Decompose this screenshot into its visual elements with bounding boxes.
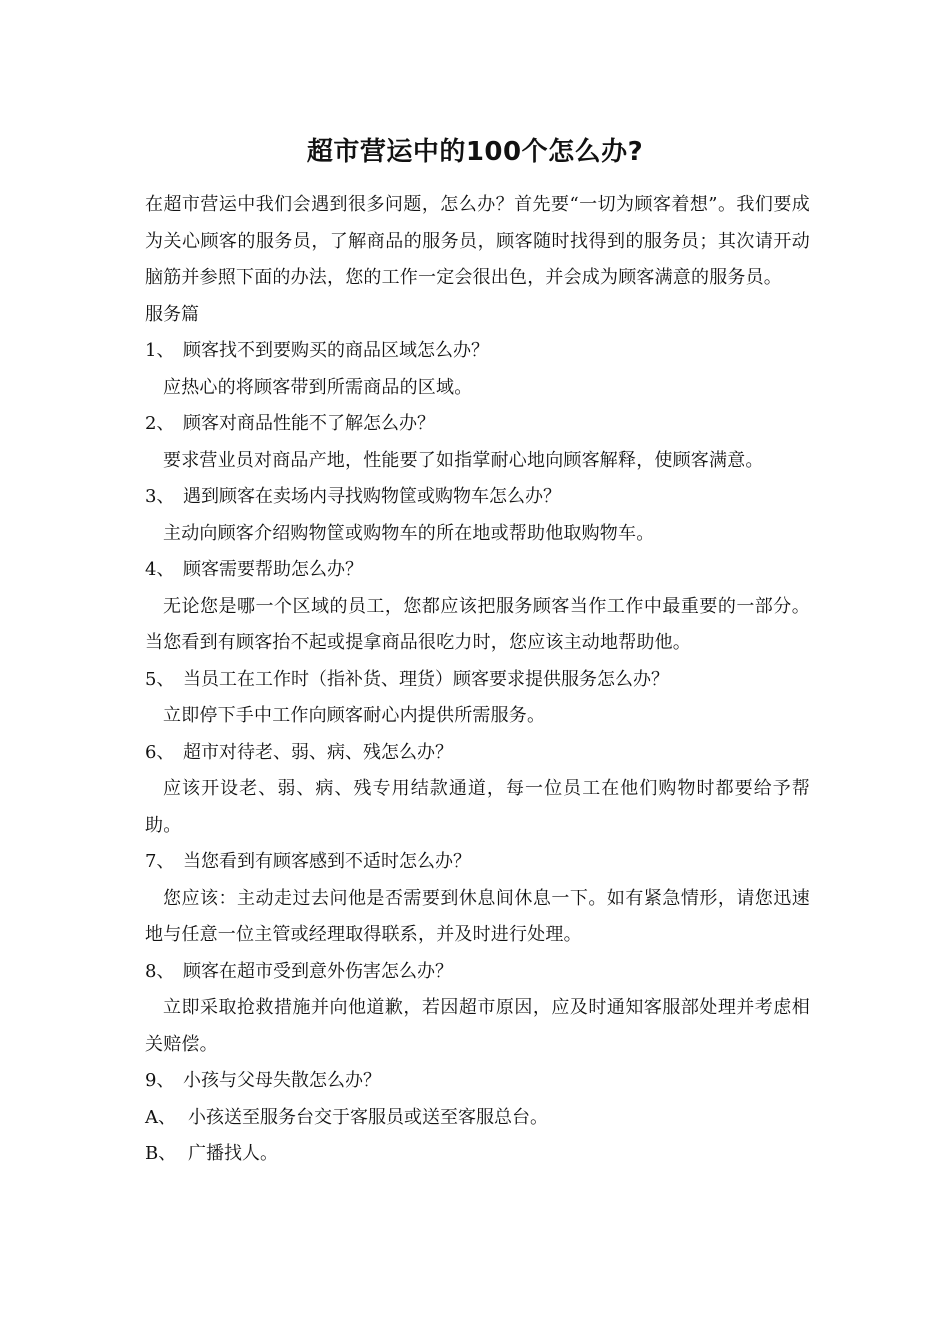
- intro-paragraph: 在超市营运中我们会遇到很多问题，怎么办？首先要“一切为顾客着想”。我们要成为关心顾客的服务员，了解商品的服务员，顾客随时找得到的服务员；其次请开动脑筋并参照下面的办法，您的工作一定会很出色，并会成为顾客满意的服务员。: [145, 194, 810, 288]
- question-text: 小孩与父母失散怎么办？: [183, 1070, 381, 1091]
- answer-2: 要求营业员对商品产地，性能要了如指掌耐心地向顾客解释，使顾客满意。: [163, 449, 764, 471]
- sub-item-b: [145, 1136, 810, 1173]
- question-number: 3、: [145, 486, 175, 507]
- answer-7: 您应该：主动走过去问他是否需要到休息间休息一下。如有紧急情形，请您迅速地与任意一位主管或经理取得联系，并及时进行处理。: [145, 887, 810, 945]
- question-8: [145, 954, 810, 991]
- question-4: [145, 552, 810, 589]
- question-number: 1、: [145, 340, 175, 361]
- question-number: 2、: [145, 413, 175, 434]
- question-1: [145, 333, 810, 370]
- sub-item-text: 小孩送至服务台交于客服员或送至客服总台。: [188, 1106, 548, 1128]
- sub-item-letter: A、: [145, 1106, 176, 1128]
- question-3: [145, 479, 810, 516]
- question-5: [145, 662, 810, 699]
- answer-1: 应热心的将顾客带到所需商品的区域。: [163, 376, 473, 398]
- sub-item-text: 广播找人。: [188, 1143, 278, 1164]
- question-number: 9、: [145, 1070, 175, 1091]
- question-text: 顾客找不到要购买的商品区域怎么办？: [183, 340, 489, 361]
- answer-8: 立即采取抢救措施并向他道歉，若因超市原因，应及时通知客服部处理并考虑相关赔偿。: [145, 997, 810, 1055]
- question-text: 当员工在工作时（指补货、理货）顾客要求提供服务怎么办？: [183, 668, 669, 690]
- sub-item-letter: B、: [145, 1143, 177, 1164]
- answer-4: 无论您是哪一个区域的员工，您都应该把服务顾客当作工作中最重要的一部分。当您看到有顾客抬不起或提拿商品很吃力时，您应该主动地帮助他。: [145, 595, 810, 653]
- question-9: [145, 1063, 810, 1100]
- question-number: 7、: [145, 851, 175, 872]
- question-text: 当您看到有顾客感到不适时怎么办？: [183, 851, 471, 872]
- question-text: 超市对待老、弱、病、残怎么办？: [183, 741, 453, 763]
- document-title: 超市营运中的100个怎么办?: [306, 137, 644, 167]
- question-6: [145, 735, 810, 772]
- answer-6: 应该开设老、弱、病、残专用结款通道，每一位员工在他们购物时都要给予帮助。: [145, 778, 810, 836]
- answer-5: 立即停下手中工作向顾客耐心内提供所需服务。: [163, 705, 546, 726]
- question-number: 4、: [145, 559, 175, 580]
- question-text: 顾客对商品性能不了解怎么办？: [183, 413, 435, 434]
- question-number: 8、: [145, 960, 175, 982]
- section-title: 服务篇: [145, 303, 199, 325]
- question-text: 顾客需要帮助怎么办？: [183, 559, 363, 580]
- answer-3: 主动向顾客介绍购物筐或购物车的所在地或帮助他取购物车。: [163, 522, 655, 544]
- question-number: 6、: [145, 741, 175, 763]
- question-text: 顾客在超市受到意外伤害怎么办？: [183, 960, 453, 982]
- question-number: 5、: [145, 668, 175, 690]
- sub-item-a: [145, 1100, 810, 1137]
- question-2: [145, 406, 810, 443]
- document-body: [145, 187, 810, 1173]
- question-7: [145, 844, 810, 881]
- question-text: 遇到顾客在卖场内寻找购物筐或购物车怎么办？: [183, 486, 561, 507]
